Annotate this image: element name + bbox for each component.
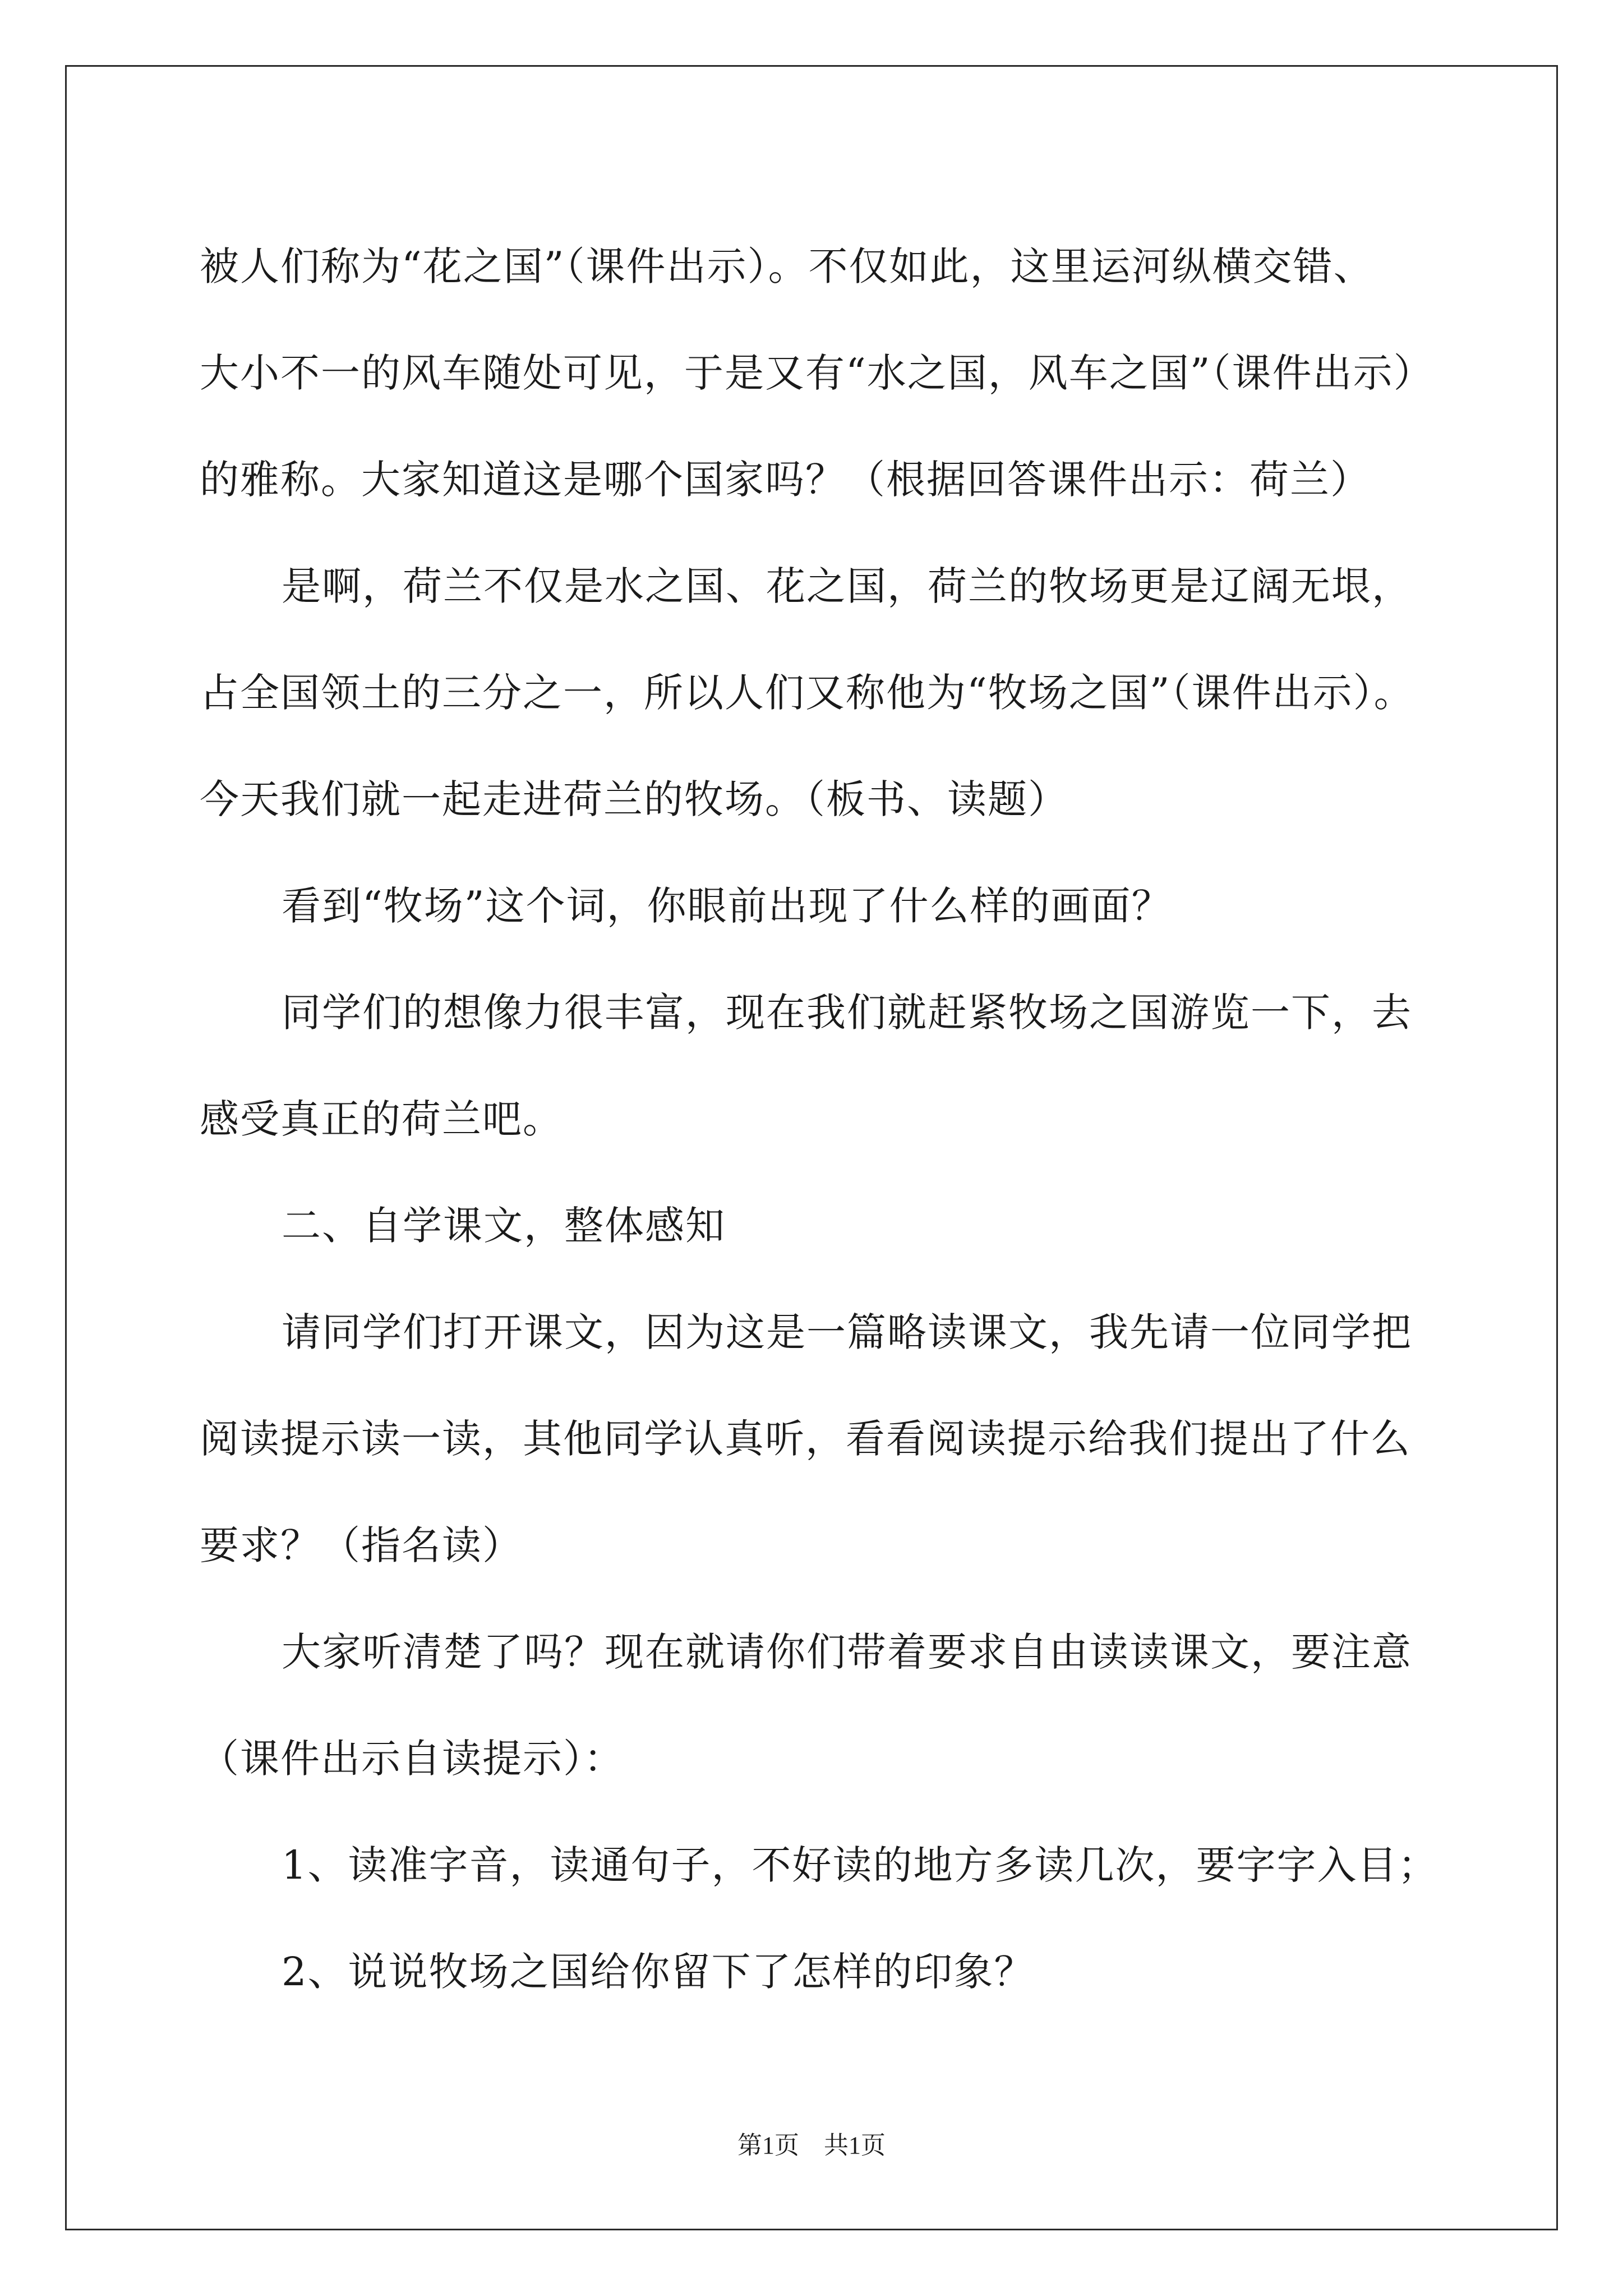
text-line: 大小不一的风车随处可见，于是又有“水之国，风车之国”（课件出示） (200, 350, 1434, 396)
text-line: 大家听清楚了吗？现在就请你们带着要求自由读读课文，要注意 (282, 1629, 1412, 1675)
text-line: 感受真正的荷兰吧。 (200, 1096, 563, 1142)
list-item: 1、读准字音，读通句子，不好读的地方多读几次，要字字入目； (282, 1842, 1438, 1888)
text-line: 占全国领土的三分之一，所以人们又称他为“牧场之国”（课件出示）。 (200, 670, 1414, 716)
page-number: 第1页 共1页 (737, 2132, 886, 2159)
text-line: 同学们的想像力很丰富，现在我们就赶紧牧场之国游览一下，去 (282, 990, 1412, 1036)
document-body (200, 213, 1490, 2025)
section-heading: 二、自学课文，整体感知 (282, 1203, 726, 1249)
text-line: 看到“牧场”这个词，你眼前出现了什么样的画面？ (282, 883, 1172, 929)
text-line: 的雅称。大家知道这是哪个国家吗？（根据回答课件出示：荷兰） (200, 457, 1371, 503)
text-line: （课件出示自读提示）： (200, 1736, 624, 1782)
text-line: 今天我们就一起走进荷兰的牧场。（板书、读题） (200, 776, 1068, 822)
text-line: 被人们称为“花之国”（课件出示）。不仅如此，这里运河纵横交错、 (200, 243, 1374, 289)
text-line: 是啊，荷兰不仅是水之国、花之国，荷兰的牧场更是辽阔无垠， (282, 563, 1412, 609)
text-line: 请同学们打开课文，因为这是一篇略读课文，我先请一位同学把 (282, 1309, 1412, 1355)
text-line: 要求？（指名读） (200, 1522, 523, 1568)
list-item: 2、说说牧场之国给你留下了怎样的印象？ (282, 1949, 1035, 1995)
text-line: 阅读提示读一读，其他同学认真听，看看阅读提示给我们提出了什么 (200, 1416, 1411, 1462)
